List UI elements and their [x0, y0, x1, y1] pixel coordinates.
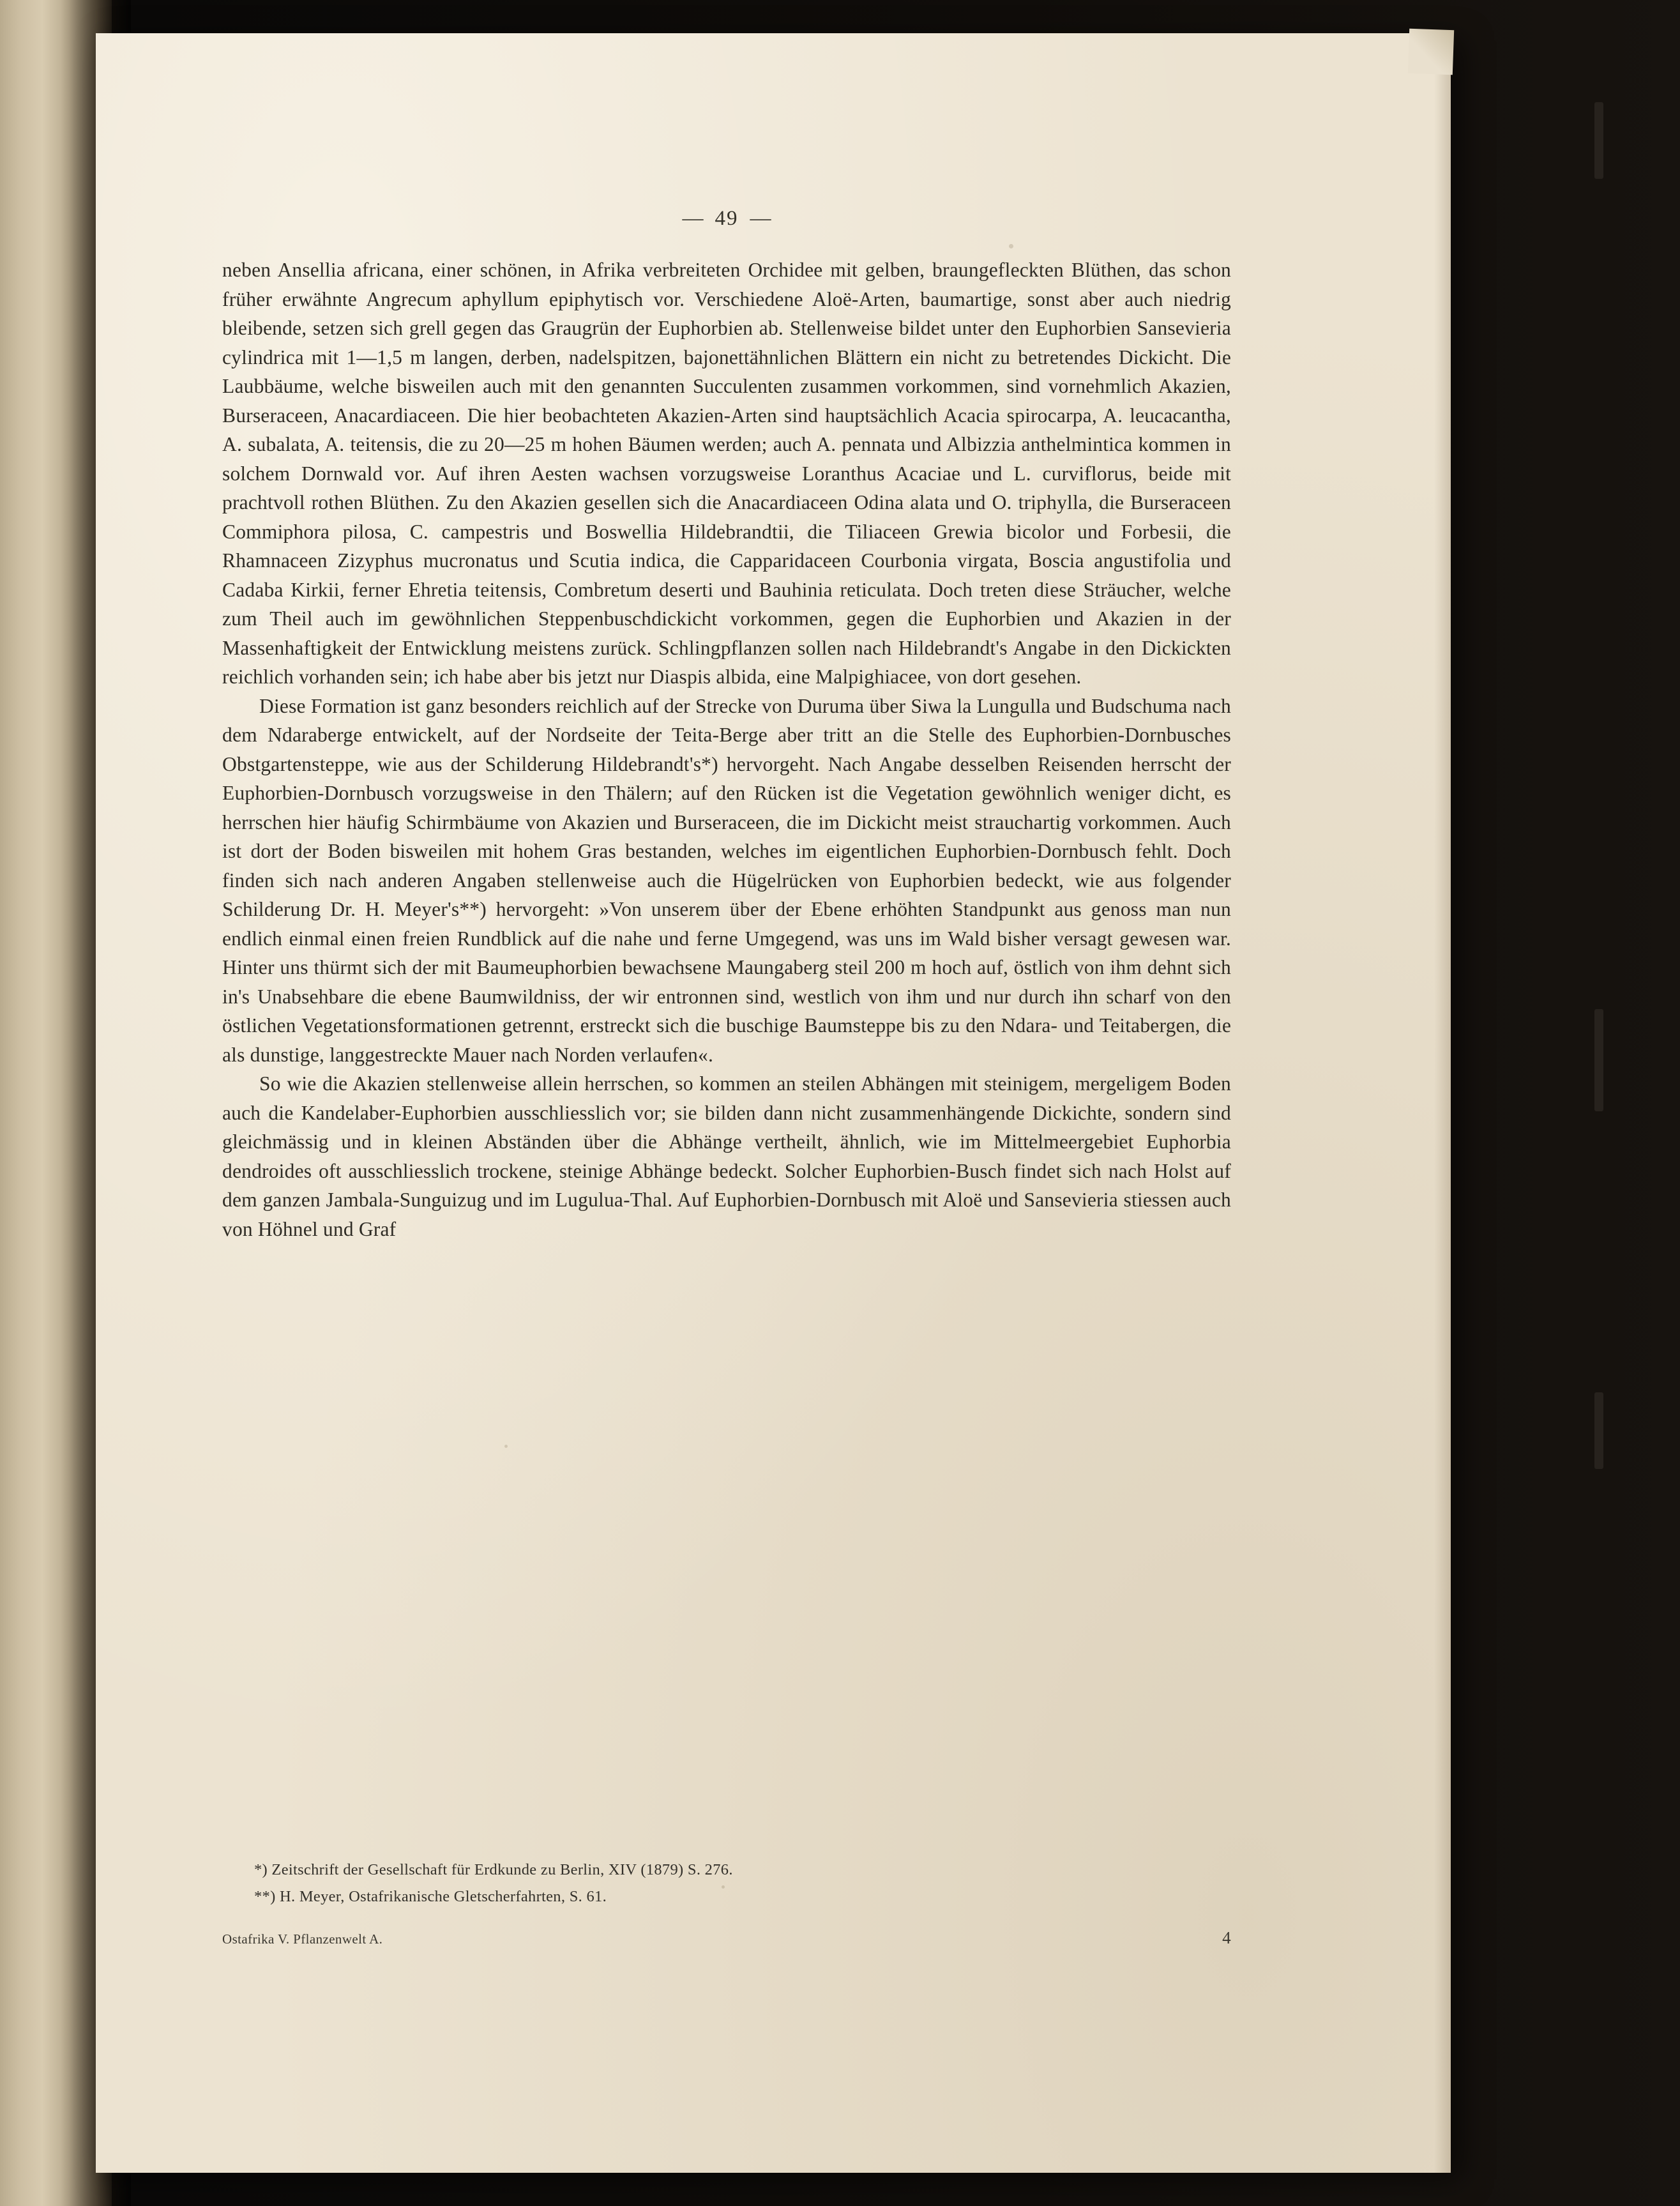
sheet-number: 4	[1222, 1928, 1231, 1947]
scanned-page	[96, 33, 1451, 2173]
footnote-block	[254, 1857, 1212, 1910]
page-right-edge	[1434, 33, 1451, 2173]
paragraph: So wie die Akazien stellenweise allein herrschen, so kommen an steilen Abhängen mit steinigem, mergeligem Boden auch die Kandelaber-Euphorbien ausschliesslich vor; sie bilden dann nicht zusammenhängende Dickichte, sondern sind gleichmässig und in kleinen Abständen über die Abhänge vertheilt, ähnlich, wie im Mittelmeergebiet Euphorbia dendroides oft ausschliesslich trockene, steinige Abhänge bedeckt. Solcher Euphorbien-Busch findet sich nach Holst auf dem ganzen Jambala-Sunguizug und im Lugulua-Thal. Auf Euphorbien-Dornbusch mit Aloë und Sansevieria stiessen auch von Höhnel und Graf	[222, 1072, 1231, 1240]
body-text	[222, 255, 1231, 1244]
page-top-right-corner	[1408, 29, 1454, 75]
folio-number: 49	[715, 207, 739, 230]
folio-dash-left: —	[682, 207, 704, 230]
paragraph: Diese Formation ist ganz besonders reichlich auf der Strecke von Duruma über Siwa la Lungulla und Budschuma nach dem Ndaraberge entwickelt, auf der Nordseite der Teita-Berge aber tritt an die Stelle des Euphorbien-Dornbusches Obstgartensteppe, wie aus der Schilderung Hildebrandt's*) hervorgeht. Nach Angabe desselben Reisenden herrscht der Euphorbien-Dornbusch vorzugsweise in den Thälern; auf den Rücken ist die Vegetation gewöhnlich weniger dicht, es herrschen hier häufig Schirmbäume von Akazien und Burseraceen, die im Dickicht meist strauchartig vorkommen. Auch ist dort der Boden bisweilen mit hohem Gras bestanden, welches im eigentlichen Euphorbien-Dornbusch fehlt. Doch finden sich nach anderen Angaben stellenweise auch die Hügelrücken von Euphorbien bedeckt, wie aus folgender Schilderung Dr. H. Meyer's**) hervorgeht: »Von unserem über der Ebene erhöhten Standpunkt aus genoss man nun endlich einmal einen freien Rundblick auf die nahe und ferne Umgegend, was uns im Wald bisher versagt gewesen war. Hinter uns thürmt sich der mit Baumeuphorbien bewachsene Maungaberg steil 200 m hoch auf, östlich von ihm dehnt sich in's Unabsehbare die ebene Baumwildniss, der wir entronnen sind, westlich von ihm und nur durch ihn scharf von den östlichen Vegetationsformationen getrennt, erstreckt sich die buschige Baumsteppe bis zu den Ndara- und Teitabergen, die als dunstige, langgestreckte Mauer nach Norden verlaufen«.	[222, 694, 1231, 1066]
paragraph: neben Ansellia africana, einer schönen, in Afrika verbreiteten Orchidee mit gelben, braungefleckten Blüthen, das schon früher erwähnte Angrecum aphyllum epiphytisch vor. Verschiedene Aloë-Arten, baumartige, sonst aber auch niedrig bleibende, setzen sich grell gegen das Graugrün der Euphorbien ab. Stellenweise bildet unter den Euphorbien Sansevieria cylindrica mit 1—1,5 m langen, derben, nadelspitzen, bajonettähnlichen Blättern ein nicht zu betretendes Dickicht. Die Laubbäume, welche bisweilen auch mit den genannten Succulenten zusammen vorkommen, sind vornehmlich Akazien, Burseraceen, Anacardiaceen. Die hier beobachteten Akazien-Arten sind hauptsächlich Acacia spirocarpa, A. leucacantha, A. subalata, A. teitensis, die zu 20—25 m hohen Bäumen werden; auch A. pennata und Albizzia anthelmintica kommen in solchem Dornwald vor. Auf ihren Aesten wachsen vorzugsweise Loranthus Acaciae und L. curviflorus, beide mit prachtvoll rothen Blüthen. Zu den Akazien gesellen sich die Anacardiaceen Odina alata und O. triphylla, die Burseraceen Commiphora pilosa, C. campestris und Boswellia Hildebrandtii, die Tiliaceen Grewia bicolor und Forbesii, die Rhamnaceen Zizyphus mucronatus und Scutia indica, die Capparidaceen Courbonia virgata, Boscia angustifolia und Cadaba Kirkii, ferner Ehretia teitensis, Combretum deserti und Bauhinia reticulata. Doch treten diese Sträucher, welche zum Theil auch im gewöhnlichen Steppenbuschdickicht vorkommen, gegen die Euphorbien und Akazien in der Massenhaftigkeit der Entwicklung meistens zurück. Schlingpflanzen sollen nach Hildebrandt's Angabe in den Dickickten reichlich vorhanden sein; ich habe aber bis jetzt nur Diaspis albida, eine Malpighiacee, von dort gesehen.	[222, 259, 1231, 688]
scanner-clamp-middle	[1594, 1009, 1603, 1111]
page-header-folio	[222, 207, 1231, 231]
folio-dash-right: —	[750, 207, 771, 230]
colophon	[222, 1928, 1231, 1948]
scanner-clamp-bottom	[1594, 1392, 1603, 1469]
scanner-clamp-top	[1594, 102, 1603, 179]
footnote: **) H. Meyer, Ostafrikanische Gletscherfahrten, S. 61.	[254, 1888, 607, 1905]
paper-speck	[1009, 244, 1013, 248]
paper-speck	[504, 1445, 508, 1448]
footnote: *) Zeitschrift der Gesellschaft für Erdkunde zu Berlin, XIV (1879) S. 276.	[254, 1861, 733, 1878]
signature-mark: Ostafrika V. Pflanzenwelt A.	[222, 1931, 383, 1947]
